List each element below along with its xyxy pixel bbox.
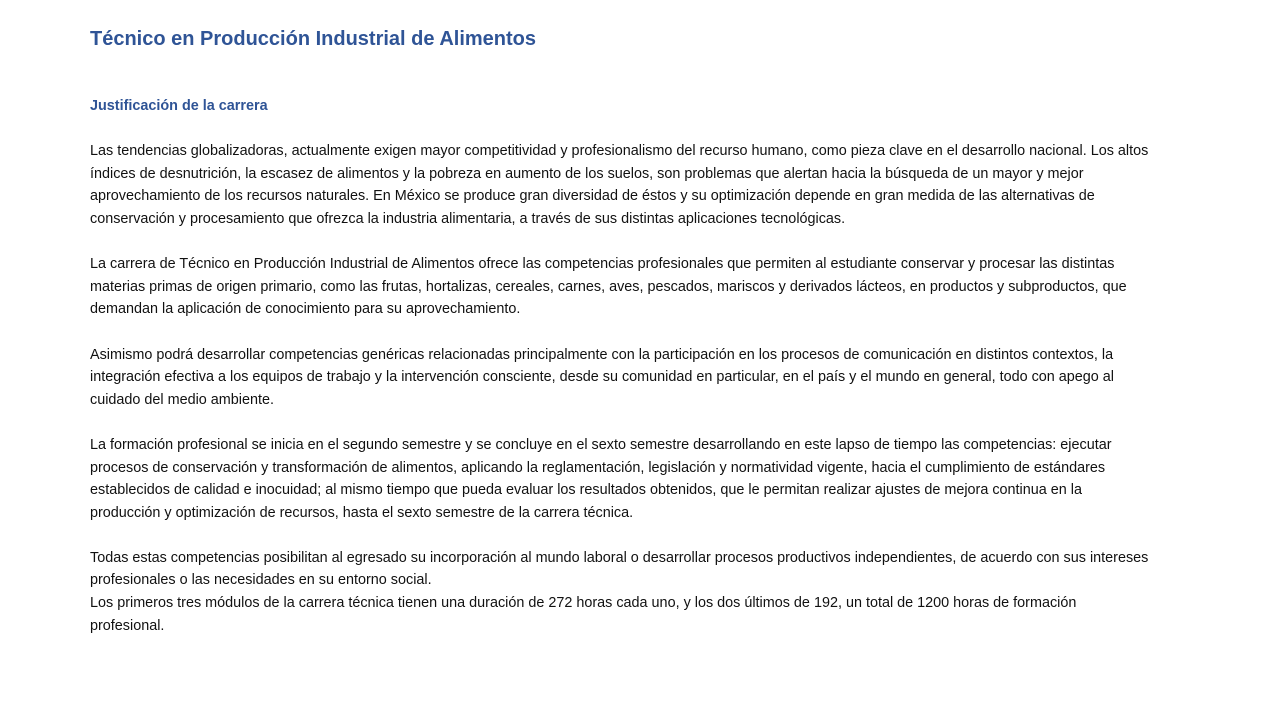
page-title: Técnico en Producción Industrial de Alimentos (90, 28, 536, 50)
paragraph-1: Las tendencias globalizadoras, actualmente exigen mayor competitividad y profesionalismo del recurso humano, como pieza clave en el desarrollo nacional. Los altos índices de desnutrición, la escasez de alimentos y la pobreza en aumento de los suelos, son problemas que alertan hacia la búsqueda de un mayor y mejor aprovechamiento de los recursos naturales. En México se produce gran diversidad de éstos y su optimización depende en gran medida de las alternativas de conservación y procesamiento que ofrezca la industria alimentaria, a través de sus distintas aplicaciones tecnológicas. (90, 143, 1149, 227)
section-heading: Justificación de la carrera (90, 98, 268, 114)
paragraph-6: Los primeros tres módulos de la carrera técnica tienen una duración de 272 horas cada uno, y los dos últimos de 192, un total de 1200 horas de formación profesional. (90, 595, 1077, 634)
body-text-block (90, 95, 1152, 637)
slide (90, 0, 1152, 720)
paragraph-3: Asimismo podrá desarrollar competencias genéricas relacionadas principalmente con la participación en los procesos de comunicación en distintos contextos, la integración efectiva a los equipos de trabajo y la intervención consciente, desde su comunidad en particular, en el país y el mundo en general, todo con apego al cuidado del medio ambiente. (90, 346, 1114, 408)
paragraph-5: Todas estas competencias posibilitan al egresado su incorporación al mundo laboral o desarrollar procesos productivos independientes, de acuerdo con sus intereses profesionales o las necesidades en su entorno social. (90, 549, 1149, 589)
paragraph-4: La formación profesional se inicia en el segundo semestre y se concluye en el sexto semestre desarrollando en este lapso de tiempo las competencias: ejecutar procesos de conservación y transformación de alimentos, aplicando la reglamentación, legislación y normatividad vigente, hacia el cumplimiento de estándares establecidos de calidad e inocuidad; al mismo tiempo que pueda evaluar los resultados obtenidos, que le permitan realizar ajustes de mejora continua en la producción y optimización de recursos, hasta el sexto semestre de la carrera técnica. (90, 436, 1112, 521)
paragraph-2: La carrera de Técnico en Producción Industrial de Alimentos ofrece las competencias profesionales que permiten al estudiante conservar y procesar las distintas materias primas de origen primario, como las frutas, hortalizas, cereales, carnes, aves, pescados, mariscos y derivados lácteos, en productos y subproductos, que demandan la aplicación de conocimiento para su aprovechamiento. (90, 256, 1127, 318)
